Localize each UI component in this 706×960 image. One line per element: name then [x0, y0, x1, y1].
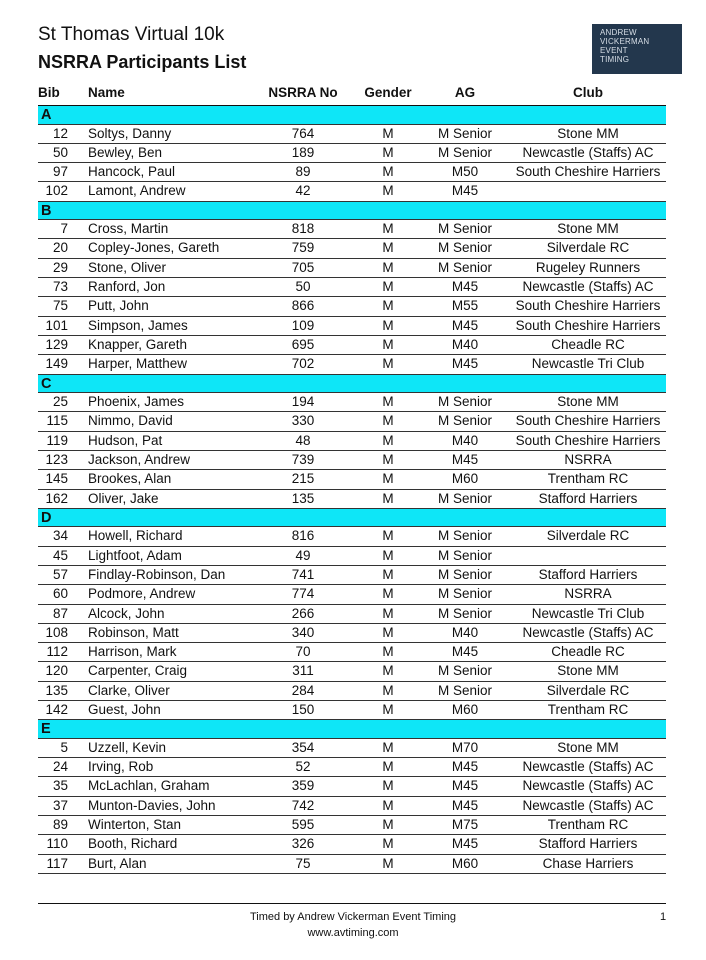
cell-ag: M60: [451, 702, 479, 718]
cell-bib: 45: [52, 547, 68, 563]
table-row: [38, 355, 666, 374]
cell-club: South Cheshire Harriers: [515, 432, 661, 448]
cell-gender: M: [382, 279, 394, 295]
cell-club: Newcastle Tri Club: [531, 605, 645, 621]
cell-nsrra: 359: [291, 778, 315, 794]
cell-bib: 35: [52, 778, 68, 794]
cell-bib: 112: [46, 644, 68, 660]
cell-ag: M45: [451, 836, 479, 852]
table-row: [38, 239, 666, 258]
table-row: [38, 662, 666, 681]
cell-club: Stafford Harriers: [538, 490, 638, 506]
cell-name: Guest, John: [88, 702, 161, 718]
cell-name: Simpson, James: [88, 317, 188, 333]
column-header-nsrra: NSRRA No: [268, 85, 338, 100]
cell-gender: M: [382, 855, 394, 871]
cell-gender: M: [382, 624, 394, 640]
cell-name: Munton-Davies, John: [88, 797, 216, 813]
group-header-b: [38, 202, 666, 221]
cell-gender: M: [382, 528, 394, 544]
cell-bib: 5: [60, 739, 68, 755]
table-row: [38, 220, 666, 239]
cell-nsrra: 764: [291, 125, 315, 141]
cell-name: Hudson, Pat: [88, 432, 163, 448]
cell-bib: 60: [52, 586, 68, 602]
cell-club: Stone MM: [557, 663, 619, 679]
cell-bib: 149: [45, 356, 68, 372]
cell-gender: M: [382, 759, 394, 775]
cell-name: Ranford, Jon: [88, 279, 166, 295]
cell-nsrra: 89: [295, 164, 311, 180]
cell-ag: M40: [451, 624, 479, 640]
cell-nsrra: 330: [291, 413, 315, 429]
cell-bib: 87: [52, 605, 68, 621]
cell-club: Stone MM: [557, 739, 619, 755]
table-row: [38, 739, 666, 758]
cell-club: Cheadle RC: [551, 644, 625, 660]
table-row: [38, 259, 666, 278]
table-row: [38, 816, 666, 835]
cell-ag: M Senior: [437, 528, 493, 544]
cell-ag: M Senior: [437, 682, 493, 698]
page-number: 1: [660, 911, 667, 923]
cell-name: Lightfoot, Adam: [88, 547, 182, 563]
cell-bib: 97: [52, 164, 68, 180]
document-subtitle: NSRRA Participants List: [38, 52, 247, 72]
cell-name: Cross, Martin: [88, 221, 169, 237]
cell-club: Stafford Harriers: [538, 566, 638, 582]
cell-gender: M: [382, 336, 394, 352]
cell-gender: M: [382, 547, 394, 563]
table-row: [38, 527, 666, 546]
cell-ag: M Senior: [437, 605, 493, 621]
cell-name: Brookes, Alan: [88, 471, 172, 487]
cell-ag: M45: [451, 797, 479, 813]
cell-ag: M60: [451, 855, 479, 871]
cell-name: Robinson, Matt: [88, 624, 179, 640]
table-row: [38, 585, 666, 604]
cell-ag: M55: [451, 298, 479, 314]
table-row: [38, 451, 666, 470]
cell-bib: 110: [46, 836, 68, 852]
cell-gender: M: [382, 259, 394, 275]
cell-bib: 34: [52, 528, 68, 544]
cell-club: Chase Harriers: [542, 855, 634, 871]
column-header-gender: Gender: [364, 85, 412, 100]
cell-gender: M: [382, 836, 394, 852]
cell-name: Alcock, John: [88, 605, 165, 621]
cell-ag: M Senior: [437, 259, 493, 275]
cell-gender: M: [382, 702, 394, 718]
cell-bib: 117: [46, 855, 68, 871]
cell-nsrra: 49: [295, 547, 311, 563]
table-row: [38, 125, 666, 144]
table-row: [38, 605, 666, 624]
group-letter: D: [41, 509, 52, 526]
group-letter: C: [41, 375, 52, 392]
cell-club: Newcastle (Staffs) AC: [522, 759, 654, 775]
cell-nsrra: 52: [295, 759, 311, 775]
cell-bib: 135: [45, 682, 68, 698]
cell-name: Lamont, Andrew: [88, 183, 186, 199]
table-row: [38, 701, 666, 720]
cell-ag: M Senior: [437, 144, 493, 160]
cell-name: Podmore, Andrew: [88, 586, 196, 602]
table-row: [38, 412, 666, 431]
table-row: [38, 855, 666, 874]
cell-bib: 101: [45, 317, 68, 333]
cell-name: Harper, Matthew: [88, 356, 188, 372]
cell-gender: M: [382, 356, 394, 372]
cell-bib: 123: [45, 451, 68, 467]
table-row: [38, 777, 666, 796]
cell-bib: 119: [46, 432, 68, 448]
cell-bib: 20: [52, 240, 68, 256]
column-header-name: Name: [88, 85, 125, 100]
cell-bib: 57: [52, 566, 68, 582]
cell-bib: 73: [52, 279, 68, 295]
cell-bib: 7: [60, 221, 68, 237]
cell-nsrra: 866: [291, 298, 315, 314]
cell-ag: M45: [451, 451, 479, 467]
cell-name: Stone, Oliver: [88, 259, 167, 275]
cell-nsrra: 189: [291, 144, 315, 160]
cell-nsrra: 50: [295, 279, 311, 295]
cell-gender: M: [382, 394, 394, 410]
cell-gender: M: [382, 240, 394, 256]
cell-ag: M75: [451, 817, 479, 832]
cell-name: Irving, Rob: [88, 759, 154, 775]
cell-name: Hancock, Paul: [88, 164, 176, 180]
cell-club: Newcastle (Staffs) AC: [522, 279, 654, 295]
cell-club: Trentham RC: [547, 817, 629, 832]
cell-club: Rugeley Runners: [535, 259, 641, 275]
cell-name: Findlay-Robinson, Dan: [88, 566, 226, 582]
cell-name: Winterton, Stan: [88, 817, 182, 832]
cell-bib: 25: [52, 394, 68, 410]
table-row: [38, 393, 666, 412]
cell-ag: M60: [451, 471, 479, 487]
cell-ag: M Senior: [437, 566, 493, 582]
cell-gender: M: [382, 490, 394, 506]
cell-ag: M Senior: [437, 547, 493, 563]
cell-ag: M45: [451, 183, 479, 199]
cell-nsrra: 816: [291, 528, 315, 544]
cell-gender: M: [382, 797, 394, 813]
group-header-d: [38, 509, 666, 528]
cell-nsrra: 42: [295, 183, 311, 199]
cell-bib: 29: [52, 259, 68, 275]
cell-nsrra: 702: [291, 356, 315, 372]
cell-nsrra: 311: [292, 663, 314, 679]
cell-nsrra: 818: [291, 221, 315, 237]
group-letter: B: [41, 202, 52, 219]
cell-ag: M Senior: [437, 240, 493, 256]
cell-nsrra: 109: [291, 317, 315, 333]
cell-name: Burt, Alan: [88, 855, 147, 871]
table-row: [38, 163, 666, 182]
table-row: [38, 797, 666, 816]
table-row: [38, 317, 666, 336]
cell-nsrra: 326: [291, 836, 315, 852]
document-title: St Thomas Virtual 10k: [38, 24, 225, 45]
cell-nsrra: 75: [295, 855, 311, 871]
cell-club: Stafford Harriers: [538, 836, 638, 852]
cell-bib: 142: [45, 702, 68, 718]
cell-nsrra: 354: [291, 739, 315, 755]
footer-timed-by: Timed by Andrew Vickerman Event Timing: [249, 911, 457, 923]
cell-gender: M: [382, 644, 394, 660]
cell-bib: 75: [52, 298, 68, 314]
column-header-ag: AG: [454, 85, 476, 100]
cell-nsrra: 135: [291, 490, 315, 506]
cell-nsrra: 705: [291, 259, 315, 275]
table-row: [38, 758, 666, 777]
logo-line: TIMING: [600, 55, 630, 64]
footer-website: www.avtiming.com: [307, 927, 399, 939]
group-header-a: [38, 106, 666, 125]
cell-club: Stone MM: [557, 394, 619, 410]
cell-club: South Cheshire Harriers: [515, 413, 661, 429]
group-letter: A: [41, 107, 52, 123]
cell-nsrra: 215: [291, 471, 315, 487]
cell-bib: 102: [45, 183, 68, 199]
cell-club: South Cheshire Harriers: [515, 164, 661, 180]
group-header-e: [38, 720, 666, 739]
cell-nsrra: 70: [295, 644, 311, 660]
cell-ag: M45: [451, 759, 479, 775]
cell-club: Trentham RC: [547, 702, 629, 718]
cell-nsrra: 284: [291, 682, 315, 698]
table-header: [38, 80, 666, 106]
cell-club: Newcastle (Staffs) AC: [522, 624, 654, 640]
cell-name: Howell, Richard: [88, 528, 183, 544]
cell-gender: M: [382, 125, 394, 141]
cell-ag: M50: [451, 164, 479, 180]
cell-bib: 145: [45, 471, 68, 487]
cell-club: Newcastle (Staffs) AC: [522, 144, 654, 160]
cell-name: Jackson, Andrew: [88, 451, 191, 467]
cell-nsrra: 742: [291, 797, 315, 813]
cell-nsrra: 194: [291, 394, 315, 410]
cell-bib: 129: [45, 336, 68, 352]
cell-bib: 162: [45, 490, 68, 506]
cell-name: Harrison, Mark: [88, 644, 177, 660]
cell-gender: M: [382, 605, 394, 621]
cell-gender: M: [382, 317, 394, 333]
cell-gender: M: [382, 663, 394, 679]
table-row: [38, 432, 666, 451]
cell-club: Newcastle (Staffs) AC: [522, 797, 654, 813]
table-row: [38, 470, 666, 489]
cell-ag: M45: [451, 317, 479, 333]
cell-bib: 115: [46, 413, 68, 429]
table-row: [38, 547, 666, 566]
cell-gender: M: [382, 566, 394, 582]
cell-gender: M: [382, 778, 394, 794]
cell-name: Uzzell, Kevin: [88, 739, 167, 755]
cell-nsrra: 741: [291, 566, 315, 582]
cell-nsrra: 266: [291, 605, 315, 621]
cell-bib: 120: [45, 663, 68, 679]
cell-nsrra: 48: [295, 432, 311, 448]
cell-ag: M Senior: [437, 413, 493, 429]
column-header-club: Club: [573, 85, 603, 100]
cell-club: Silverdale RC: [546, 528, 630, 544]
cell-club: NSRRA: [564, 451, 612, 467]
cell-name: Putt, John: [88, 298, 149, 314]
cell-name: Knapper, Gareth: [88, 336, 188, 352]
cell-bib: 12: [52, 125, 68, 141]
table-row: [38, 182, 666, 201]
cell-gender: M: [382, 817, 394, 832]
cell-club: South Cheshire Harriers: [515, 317, 661, 333]
cell-ag: M45: [451, 356, 479, 372]
cell-ag: M Senior: [437, 663, 493, 679]
cell-ag: M Senior: [437, 586, 493, 602]
cell-nsrra: 695: [291, 336, 315, 352]
table-row: [38, 566, 666, 585]
cell-nsrra: 739: [291, 451, 315, 467]
cell-club: South Cheshire Harriers: [515, 298, 661, 314]
table-row: [38, 624, 666, 643]
cell-club: Newcastle (Staffs) AC: [522, 778, 654, 794]
cell-gender: M: [382, 298, 394, 314]
cell-nsrra: 774: [291, 586, 315, 602]
cell-gender: M: [382, 682, 394, 698]
table-row: [38, 336, 666, 355]
cell-gender: M: [382, 183, 394, 199]
cell-ag: M45: [451, 279, 479, 295]
cell-club: Newcastle Tri Club: [531, 356, 645, 372]
logo-line: EVENT: [600, 46, 628, 55]
cell-gender: M: [382, 164, 394, 180]
table-row: [38, 278, 666, 297]
logo-line: VICKERMAN: [600, 37, 650, 46]
cell-name: McLachlan, Graham: [88, 778, 210, 794]
cell-ag: M Senior: [437, 490, 493, 506]
participants-table: [38, 106, 666, 874]
cell-nsrra: 759: [291, 240, 315, 256]
table-row: [38, 490, 666, 509]
cell-club: NSRRA: [564, 586, 612, 602]
cell-name: Clarke, Oliver: [88, 682, 170, 698]
cell-bib: 37: [52, 797, 68, 813]
cell-gender: M: [382, 144, 394, 160]
table-row: [38, 297, 666, 316]
cell-ag: M Senior: [437, 221, 493, 237]
cell-bib: 50: [52, 144, 68, 160]
cell-name: Booth, Richard: [88, 836, 178, 852]
logo-line: ANDREW: [600, 28, 637, 37]
cell-ag: M Senior: [437, 394, 493, 410]
table-row: [38, 835, 666, 854]
cell-gender: M: [382, 586, 394, 602]
cell-name: Oliver, Jake: [88, 490, 159, 506]
cell-ag: M40: [451, 336, 479, 352]
cell-name: Copley-Jones, Gareth: [88, 240, 220, 256]
cell-club: Cheadle RC: [551, 336, 625, 352]
cell-ag: M Senior: [437, 125, 493, 141]
cell-club: Stone MM: [557, 221, 619, 237]
cell-nsrra: 150: [291, 702, 315, 718]
cell-gender: M: [382, 451, 394, 467]
cell-ag: M40: [451, 432, 479, 448]
cell-gender: M: [382, 413, 394, 429]
cell-gender: M: [382, 221, 394, 237]
group-letter: E: [41, 721, 51, 738]
cell-ag: M45: [451, 644, 479, 660]
event-timing-logo: [592, 24, 682, 74]
table-row: [38, 144, 666, 163]
cell-bib: 89: [52, 817, 68, 832]
cell-gender: M: [382, 739, 394, 755]
table-row: [38, 643, 666, 662]
cell-name: Bewley, Ben: [88, 144, 163, 160]
cell-nsrra: 595: [291, 817, 315, 832]
cell-name: Phoenix, James: [88, 394, 185, 410]
table-row: [38, 682, 666, 701]
cell-name: Soltys, Danny: [88, 125, 172, 141]
cell-club: Silverdale RC: [546, 682, 630, 698]
column-header-bib: Bib: [38, 85, 60, 100]
cell-name: Carpenter, Craig: [88, 663, 188, 679]
cell-bib: 24: [52, 759, 68, 775]
cell-gender: M: [382, 471, 394, 487]
cell-ag: M70: [451, 739, 479, 755]
cell-club: Stone MM: [557, 125, 619, 141]
group-header-c: [38, 375, 666, 394]
cell-nsrra: 340: [291, 624, 315, 640]
cell-name: Nimmo, David: [88, 413, 173, 429]
footer-rule: [38, 903, 666, 904]
cell-gender: M: [382, 432, 394, 448]
cell-club: Silverdale RC: [546, 240, 630, 256]
cell-bib: 108: [45, 624, 68, 640]
cell-club: Trentham RC: [547, 471, 629, 487]
cell-ag: M45: [451, 778, 479, 794]
